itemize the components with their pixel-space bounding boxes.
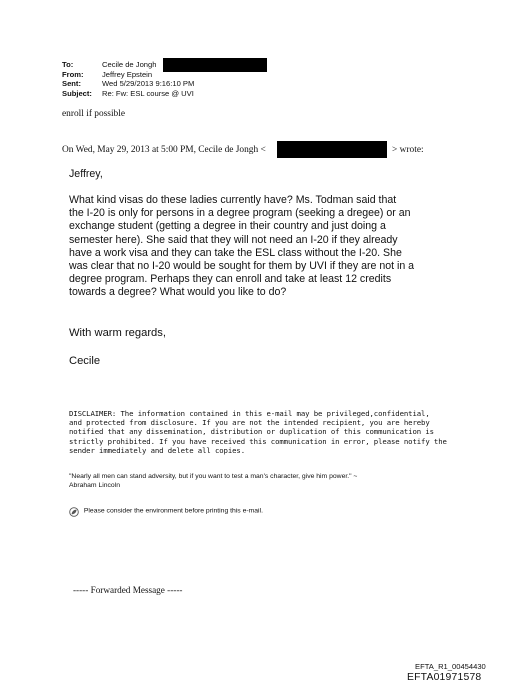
disclaimer-line: strictly prohibited. If you have received this communication in error, please notify the (69, 436, 447, 446)
message-paragraph (69, 194, 414, 300)
signature-quote (69, 473, 357, 490)
forwarded-message-separator: ----- Forwarded Message ----- (73, 585, 183, 595)
disclaimer-line: notified that any dissemination, distribution or duplication of this communication is (69, 427, 434, 437)
quote-line: Abraham Lincoln (69, 481, 121, 489)
paragraph-line: towards a degree? What would you like to do? (69, 286, 287, 299)
quote-header-suffix: > wrote: (392, 145, 424, 155)
from-label: From: (62, 69, 84, 79)
from-value: Jeffrey Epstein (102, 69, 153, 79)
leaf-icon (69, 507, 79, 517)
sent-label: Sent: (62, 79, 81, 89)
quote-header-prefix: On Wed, May 29, 2013 at 5:00 PM, Cecile de Jongh < (62, 145, 266, 155)
to-value: Cecile de Jongh (102, 60, 157, 69)
footer-ref-1: EFTA_R1_00454430 (415, 662, 486, 671)
message-closing: With warm regards, (69, 327, 166, 339)
redaction-box-quote (277, 141, 387, 158)
subject-label: Subject: (62, 88, 92, 98)
footer-ref-2: EFTA01971578 (407, 672, 482, 683)
message-greeting: Jeffrey, (69, 168, 103, 180)
redaction-box-to (163, 58, 267, 72)
disclaimer-line: and protected from disclosure. If you are not the intended recipient, you are hereby (69, 418, 430, 428)
paragraph-line: exchange student (getting a degree in their country and just doing a (69, 220, 386, 233)
quote-line: "Nearly all men can stand adversity, but if you want to test a man's character, give him power." ~ (69, 473, 358, 480)
environment-note-text: Please consider the environment before printing this e-mail. (83, 507, 263, 515)
paragraph-line: have a work visa and they can take the ESL class without the I-20. She (69, 246, 402, 259)
disclaimer (69, 409, 447, 455)
disclaimer-line: DISCLAIMER: The information contained in this e-mail may be privileged,confidential, (69, 409, 430, 418)
reply-text: enroll if possible (62, 109, 126, 119)
environment-note (69, 507, 263, 517)
paragraph-line: semester here). She said that they will not need an I-20 if they already (69, 233, 398, 246)
subject-value: Re: Fw: ESL course @ UVI (102, 88, 194, 98)
sent-value: Wed 5/29/2013 9:16:10 PM (102, 79, 195, 89)
paragraph-line: the I-20 is only for persons in a degree program (seeking a dregee) or an (69, 207, 411, 220)
paragraph-line: What kind visas do these ladies currently have? Ms. Todman said that (69, 194, 397, 206)
message-signature: Cecile (69, 355, 101, 367)
to-label: To: (62, 60, 74, 69)
disclaimer-line: sender immediately and delete all copies. (69, 445, 246, 455)
paragraph-line: was clear that no I-20 would be sought for them by UVI if they are not in a (69, 260, 415, 273)
paragraph-line: degree program. Perhaps they can enroll and take at least 12 credits (69, 273, 392, 286)
